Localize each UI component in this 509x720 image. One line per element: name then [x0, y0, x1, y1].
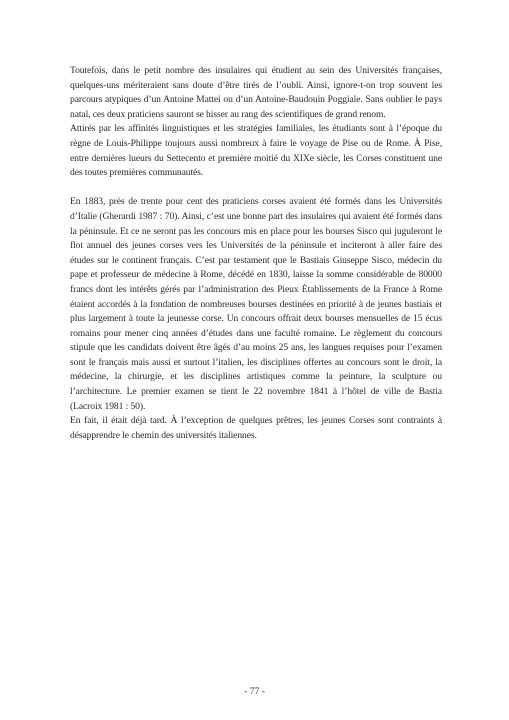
paragraph-1: Toutefois, dans le petit nombre des insulaires qui étudient au sein des Universités françaises, quelques-uns mériteraient sans doute d’être tirés de l’oubli. Ainsi, ignore-t-on trop souvent les parcours atypiques d’un Antoine Mattei ou d’un Antoine-Baudouin Poggiale. Sans oublier le pays natal, ces deux praticiens sauront se hisser au rang des scientifiques de grand renom. [70, 65, 442, 120]
paragraph-2: Attirés par les affinités linguistiques et les stratégies familiales, les étudiants sont à l’époque du règne de Louis-Philippe toujours aussi nombreux à faire le voyage de Pise ou de Rome. À Pise, entre dernières lueurs du Settecento et première moitié du XIXe siècle, les Corses constituent une des toutes premières communautés. [70, 123, 442, 179]
page-number: - 77 - [244, 686, 265, 697]
body-text [70, 64, 442, 443]
paragraph-3: En 1883, près de trente pour cent des praticiens corses avaient été formés dans les Universités d’Italie (Gherardi 1987 : 70). Ainsi, c’est une bonne part des insulaires qui avaient été formés dans la péninsule. Et ce ne seront pas les concours mis en place pour les bourses Sisco qui juguleront le flot annuel des jeunes corses vers les Universités de la péninsule et inciteront à aller faire des études sur le continent français. C’est par testament que le Bastiais Giuseppe Sisco, médecin du pape et professeur de médecine à Rome, décédé en 1830, laisse la somme considérable de 80000 francs dont les intérêts gérés par l’administration des Pieux Établissements de la France à Rome étaient accordés à la fondation de nombreuses bourses destinées en priorité à de jeunes bastiais et plus largement à toute la jeunesse corse. Un concours offrait deux bourses mensuelles de 15 écus romains pour mener cinq années d’études dans une faculté romaine. Le règlement du concours stipule que les candidats doivent être âgés d’au moins 25 ans, les langues requises pour l’examen sont le français mais aussi et surtout l’italien, les disciplines offertes au concours sont le droit, la médecine, la chirurgie, et les disciplines artistiques comme la peinture, la sculpture ou l’architecture. Le premier examen se tient le 22 novembre 1841 à l’hôtel de ville de Bastia (Lacroix 1981 : 50). [70, 196, 442, 412]
paragraph-4: En fait, il était déjà tard. À l’exception de quelques prêtres, les jeunes Corses sont contraints à désapprendre le chemin des universités italiennes. [70, 415, 442, 441]
